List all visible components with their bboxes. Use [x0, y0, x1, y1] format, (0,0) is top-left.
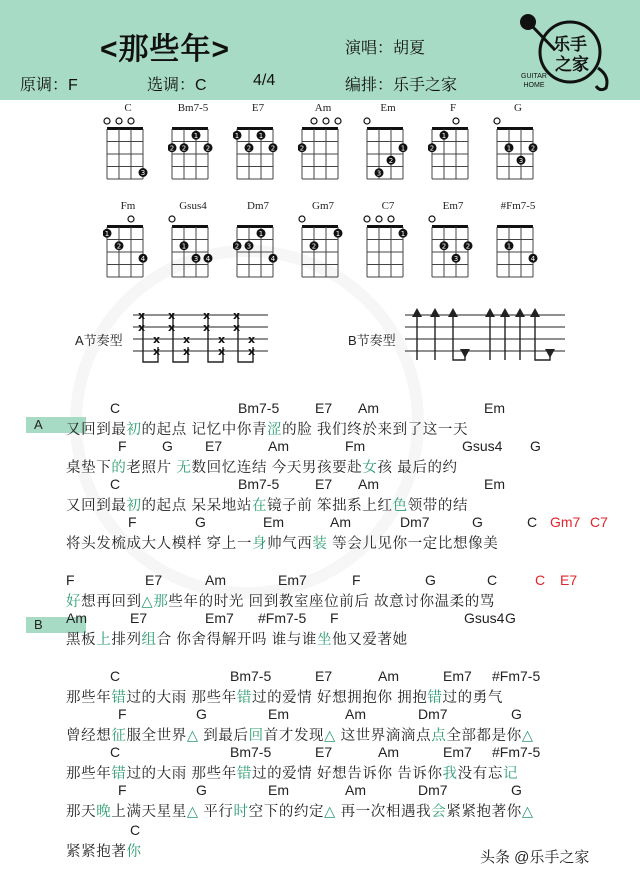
svg-text:1: 1 [335, 229, 341, 238]
chord-label: E7 [315, 400, 333, 416]
chord-label: Dm7 [418, 782, 448, 798]
chord-label: C [110, 476, 121, 492]
svg-text:2: 2 [311, 242, 317, 251]
chord-name: G [514, 102, 522, 114]
svg-text:x: x [138, 309, 146, 322]
svg-text:x: x [183, 345, 191, 358]
svg-text:2: 2 [465, 242, 471, 251]
section-a-badge: A [26, 417, 86, 433]
chord-label: Am [330, 514, 351, 530]
svg-text:4: 4 [205, 254, 211, 263]
svg-text:x: x [233, 321, 241, 334]
guitar-home-logo [510, 10, 620, 95]
chord-name: C7 [381, 200, 395, 212]
svg-text:2: 2 [270, 144, 276, 153]
chord-label: F [128, 514, 137, 530]
singer: 演唱：胡夏 [345, 40, 426, 57]
svg-text:x: x [168, 309, 176, 322]
svg-text:2: 2 [181, 144, 187, 153]
chord-label: Am [345, 706, 366, 722]
chord-name: Em7 [442, 200, 464, 212]
svg-text:2: 2 [234, 242, 240, 251]
svg-text:1: 1 [506, 242, 512, 251]
chord-label: C [535, 572, 546, 588]
svg-text:乐手: 乐手 [553, 35, 587, 54]
svg-text:1: 1 [234, 131, 240, 140]
lyric-line: 那些年错过的大雨 那些年错过的爱情 好想拥抱你 拥抱错过的勇气 [66, 690, 503, 706]
svg-text:1: 1 [193, 131, 199, 140]
svg-text:1: 1 [258, 131, 264, 140]
chord-label: Em [263, 514, 284, 530]
lyric-line: 好想再回到△那些年的时光 回到教室座位前后 故意讨你温柔的骂 [66, 594, 495, 610]
svg-text:4: 4 [530, 254, 536, 263]
svg-text:2: 2 [169, 144, 175, 153]
footer-credit: 头条 @乐手之家 [480, 849, 590, 866]
svg-text:x: x [218, 345, 226, 358]
song-title: <那些年> [100, 33, 231, 66]
chord-label: G [505, 610, 516, 626]
svg-text:x: x [203, 309, 211, 322]
svg-text:3: 3 [453, 254, 459, 263]
chord-label: #Fm7-5 [258, 610, 307, 626]
original-key: 原调：F [20, 77, 78, 94]
chord-label: Em7 [205, 610, 234, 626]
svg-text:1: 1 [181, 242, 187, 251]
chord-label: C7 [590, 514, 608, 530]
svg-text:x: x [203, 321, 211, 334]
svg-text:x: x [138, 321, 146, 334]
chord-label: G [425, 572, 436, 588]
chord-name: Am [314, 102, 332, 114]
chord-name: F [449, 102, 457, 114]
chord-diagram [298, 117, 350, 181]
chord-label: Am [66, 610, 87, 626]
lyric-line: 那天晚上满天星星△ 平行时空下的约定△ 再一次相遇我会紧紧抱著你△ [66, 804, 534, 820]
svg-text:GUITAR: GUITAR [521, 73, 547, 80]
chord-diagram [103, 215, 155, 279]
svg-text:2: 2 [246, 144, 252, 153]
chord-label: Am [378, 744, 399, 760]
chord-name: Dm7 [247, 200, 269, 212]
lyric-line: 又回到最初的起点 记忆中你青涩的脸 我们终於来到了这一天 [66, 422, 469, 438]
svg-text:1: 1 [400, 144, 406, 153]
chord-label: Fm [345, 438, 366, 454]
lyric-line: 那些年错过的大雨 那些年错过的爱情 好想告诉你 告诉你我没有忘记 [66, 766, 519, 782]
chord-label: C [110, 744, 121, 760]
chord-label: Gm7 [550, 514, 581, 530]
chord-label: Em7 [278, 572, 307, 588]
svg-text:1: 1 [441, 131, 447, 140]
arranger: 编排：乐手之家 [345, 77, 458, 94]
chord-name: C [124, 102, 132, 114]
svg-text:HOME: HOME [523, 82, 545, 89]
chord-label: Gsus4 [464, 610, 505, 626]
chord-label: C [527, 514, 538, 530]
svg-text:3: 3 [376, 169, 382, 178]
chord-label: E7 [315, 744, 333, 760]
chord-label: Em [268, 706, 289, 722]
chord-label: Em7 [443, 744, 472, 760]
chord-label: F [330, 610, 339, 626]
chord-label: Am [358, 476, 379, 492]
svg-text:3: 3 [246, 242, 252, 251]
lyric-line: 将头发梳成大人模样 穿上一身帅气西装 等会儿见你一定比想像美 [66, 536, 499, 552]
chord-label: G [530, 438, 541, 454]
lyric-line: 紧紧抱著你 [66, 844, 142, 860]
lyric-line: 桌垫下的老照片 无数回忆连结 今天男孩要赴女孩 最后的约 [66, 460, 458, 476]
chord-label: Am [345, 782, 366, 798]
chord-label: E7 [315, 476, 333, 492]
chord-label: G [162, 438, 173, 454]
chord-label: F [118, 438, 127, 454]
chord-label: Dm7 [400, 514, 430, 530]
chord-label: E7 [130, 610, 148, 626]
chord-diagram [363, 215, 415, 279]
chord-diagram [428, 215, 480, 279]
chord-label: Em7 [443, 668, 472, 684]
chord-diagram [493, 215, 545, 279]
svg-text:1: 1 [506, 144, 512, 153]
chord-name: Bm7-5 [177, 102, 209, 114]
chord-label: E7 [205, 438, 223, 454]
chord-label: Em [268, 782, 289, 798]
svg-text:4: 4 [270, 254, 276, 263]
chord-label: G [472, 514, 483, 530]
chord-diagram [428, 117, 480, 181]
svg-text:x: x [153, 333, 161, 346]
chord-diagram [298, 215, 350, 279]
chord-label: G [195, 514, 206, 530]
chord-label: G [511, 706, 522, 722]
chord-label: F [118, 782, 127, 798]
svg-text:1: 1 [400, 229, 406, 238]
chord-diagram [233, 215, 285, 279]
svg-text:x: x [168, 321, 176, 334]
chord-diagram [168, 117, 220, 181]
svg-text:x: x [218, 333, 226, 346]
svg-text:x: x [233, 309, 241, 322]
svg-text:2: 2 [205, 144, 211, 153]
svg-text:2: 2 [299, 144, 305, 153]
chord-label: Bm7-5 [230, 744, 272, 760]
chord-diagram [103, 117, 155, 181]
chord-label: E7 [560, 572, 578, 588]
svg-text:3: 3 [140, 169, 146, 177]
chord-label: F [66, 572, 75, 588]
svg-text:2: 2 [388, 156, 394, 165]
chord-label: F [352, 572, 361, 588]
chosen-key: 选调：C [147, 77, 207, 94]
svg-text:x: x [183, 333, 191, 346]
lyric-line: 又回到最初的起点 呆呆地站在镜子前 笨拙系上红色领带的结 [66, 498, 469, 514]
chord-label: C [130, 822, 141, 838]
lyric-line: 黑板上排列组合 你舍得解开吗 谁与谁坐他又爱著她 [66, 632, 408, 648]
chord-name: E7 [251, 102, 265, 114]
chord-label: Bm7-5 [238, 400, 280, 416]
chord-label: Gsus4 [462, 438, 503, 454]
svg-text:之家: 之家 [555, 55, 589, 74]
chord-label: Am [358, 400, 379, 416]
chord-label: G [196, 782, 207, 798]
chord-diagram [493, 117, 545, 181]
svg-text:2: 2 [116, 242, 122, 251]
rhythm-a-pattern [133, 307, 268, 367]
chord-diagram [168, 215, 220, 279]
chord-label: Bm7-5 [230, 668, 272, 684]
chord-label: C [110, 668, 121, 684]
svg-text:4: 4 [140, 254, 146, 263]
chord-label: Am [378, 668, 399, 684]
rhythm-b-pattern [405, 305, 565, 367]
chord-label: Em [484, 400, 505, 416]
chord-label: Am [268, 438, 289, 454]
chord-label: #Fm7-5 [492, 744, 541, 760]
svg-text:2: 2 [429, 144, 435, 153]
chord-label: C [110, 400, 121, 416]
chord-label: E7 [145, 572, 163, 588]
time-signature: 4/4 [253, 72, 276, 89]
lyric-line: 曾经想征服全世界△ 到最后回首才发现△ 这世界滴滴点点全部都是你△ [66, 728, 534, 744]
chord-label: Bm7-5 [238, 476, 280, 492]
svg-text:1: 1 [258, 229, 264, 238]
chord-name: Gm7 [312, 200, 334, 212]
svg-text:x: x [248, 333, 256, 346]
chord-name: Em [380, 102, 396, 114]
chord-name: Gsus4 [179, 200, 207, 212]
chord-label: Em [484, 476, 505, 492]
chord-diagram [363, 117, 415, 181]
chord-label: G [196, 706, 207, 722]
chord-label: Dm7 [418, 706, 448, 722]
svg-text:x: x [153, 345, 161, 358]
chord-diagram [233, 117, 285, 181]
svg-text:2: 2 [441, 242, 447, 251]
chord-label: #Fm7-5 [492, 668, 541, 684]
chord-label: F [118, 706, 127, 722]
chord-label: G [511, 782, 522, 798]
svg-text:1: 1 [104, 229, 110, 238]
rhythm-b-label: B节奏型 [348, 333, 396, 348]
svg-text:2: 2 [530, 144, 536, 153]
chord-name: #Fm7-5 [500, 200, 536, 212]
rhythm-a-label: A节奏型 [75, 333, 123, 348]
svg-text:3: 3 [518, 156, 524, 165]
chord-name: Fm [120, 200, 136, 212]
chord-label: C [487, 572, 498, 588]
svg-text:3: 3 [193, 254, 199, 263]
section-b-badge: B [26, 617, 86, 633]
header-band [0, 0, 640, 100]
chord-label: Am [205, 572, 226, 588]
svg-text:x: x [248, 345, 256, 358]
chord-label: E7 [315, 668, 333, 684]
